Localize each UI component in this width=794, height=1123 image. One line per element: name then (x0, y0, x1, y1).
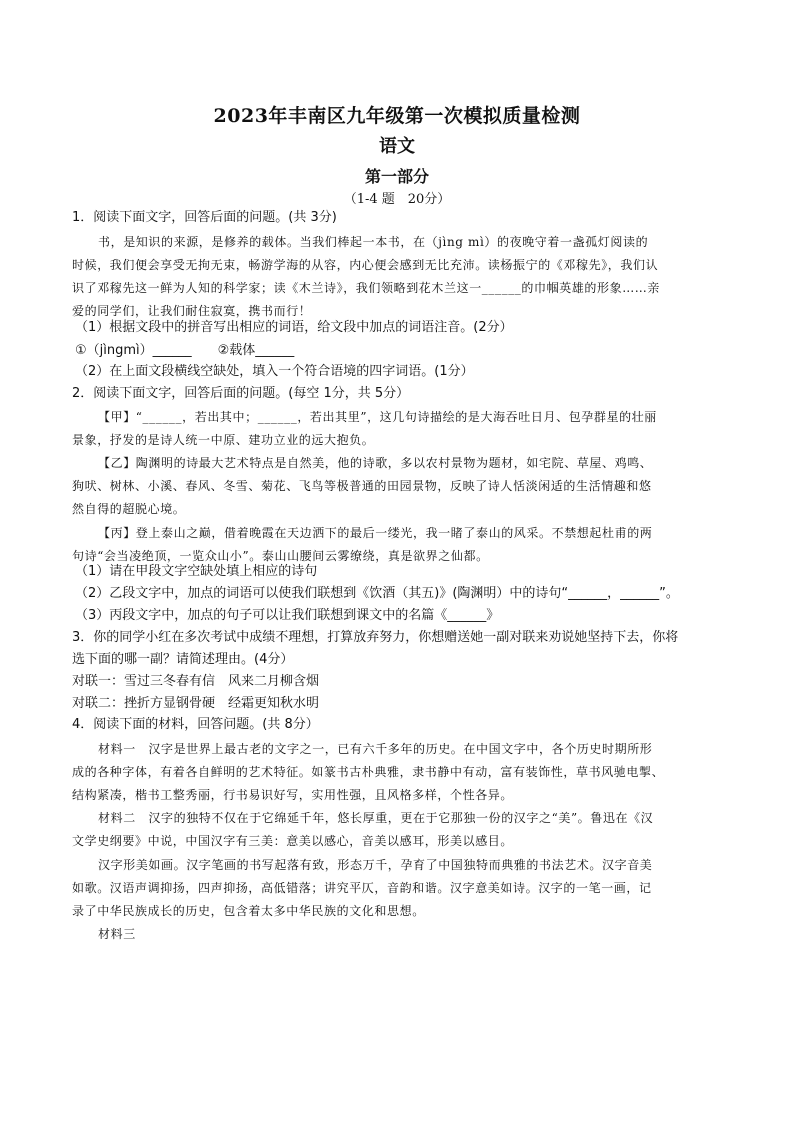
part-heading: 第一部分 (364, 167, 429, 186)
couplet-two: 对联二：挫折方显钢骨硬 经霜更知秋水明 (72, 696, 320, 711)
material-line: 成的各种字体，有着各自鲜明的艺术特征。如篆书古朴典雅，隶书静中有动，富有装饰性，草书风驰电掣、 (72, 765, 665, 779)
passage-line: 景象，抒发的是诗人统一中原、建功立业的远大抱负。 (72, 433, 375, 447)
question-3-heading: 3．你的同学小红在多次考试中成绩不理想，打算放弃努力，你想赠送她一副对联来劝说她坚持下去，你将 (72, 630, 679, 645)
subject-heading: 语文 (379, 136, 415, 157)
sub-question: （2）乙段文字中，加点的词语可以使我们联想到《饮酒（其五)》(陶渊明）中的诗句“______，______”。 (75, 586, 679, 601)
sub-question: （3）丙段文字中，加点的句子可以让我们联想到课文中的名篇《______》 (75, 608, 500, 623)
material-line: 材料二 汉字的独特不仅在于它绵延千年，悠长厚重，更在于它那独一份的汉字之“美”。鲁迅在《汉 (98, 811, 654, 825)
question-3-heading-cont: 选下面的哪一副？请简述理由。(4分） (72, 652, 294, 667)
question-2-heading: 2．阅读下面文字，回答后面的问题。(每空 1分，共 5分） (72, 386, 410, 401)
passage-line: 【甲】“______，若出其中；______，若出其里”，这几句诗描绘的是大海吞吐日月、包孕群星的壮丽 (98, 410, 657, 424)
exam-title: 2023年丰南区九年级第一次模拟质量检测 (213, 105, 581, 127)
material-line: 录了中华民族成长的历史，包含着太多中华民族的文化和思想。 (72, 904, 425, 918)
material-line: 材料一 汉字是世界上最古老的文字之一，已有六千多年的历史。在中国文字中，各个历史时期所形 (98, 742, 653, 756)
passage-line: 时候，我们便会享受无拘无束，畅游学海的从容，内心便会感到无比充沛。读杨振宁的《邓稼先》，我们认 (72, 258, 659, 272)
material-three-label: 材料三 (98, 927, 136, 941)
passage-line: 书，是知识的来源，是修养的载体。当我们棒起一本书，在（jìng mì）的夜晚守着一盏孤灯阅读的 (98, 235, 649, 249)
sub-question: （2）在上面文段横线空缺处，填入一个符合语境的四字词语。(1分） (75, 364, 474, 379)
passage-line: 【乙】陶渊明的诗最大艺术特点是自然美，他的诗歌，多以农村景物为题材，如宅院、草屋、鸡鸣、 (98, 456, 653, 470)
question-1-heading: 1．阅读下面文字，回答后面的问题。(共 3分) (72, 210, 337, 225)
question-4-heading: 4．阅读下面的材料，回答问题。(共 8分） (72, 717, 319, 732)
material-line: 汉字形美如画。汉字笔画的书写起落有致，形态万千，孕育了中国独特而典雅的书法艺术。汉字音美 (98, 858, 653, 872)
sub-question: （1）根据文段中的拼音写出相应的词语，给文段中加点的词语注音。(2分） (75, 320, 513, 335)
passage-line: 句诗“会当凌绝顶，一览众山小”。泰山山腰间云雾缭绕，真是欲界之仙都。 (72, 549, 489, 563)
sub-question-answer-blanks: ①（jìngmì）______ ②载体______ (75, 343, 295, 358)
material-line: 结构紧凑，楷书工整秀丽，行书易识好写，实用性强，且风格多样，个性各异。 (72, 788, 514, 802)
passage-line: 识了邓稼先这一鲜为人知的科学家；读《木兰诗》，我们领略到花木兰这一______的巾帼英雄的形象……亲 (72, 281, 661, 295)
passage-line: 爱的同学们，让我们耐住寂寞，携书而行！ (72, 304, 312, 318)
passage-line: 狗吠、树林、小溪、春风、冬雪、菊花、飞鸟等极普通的田园景物，反映了诗人恬淡闲适的生活情趣和悠 (72, 479, 652, 493)
passage-line: 【丙】登上泰山之巅，借着晚霞在天边洒下的最后一缕光，我一睹了泰山的风采。不禁想起杜甫的两 (98, 526, 653, 540)
material-line: 文学史纲要》中说，中国汉字有三美：意美以感心，音美以感耳，形美以感目。 (72, 834, 514, 848)
sub-question: （1）请在甲段文字空缺处填上相应的诗句 (75, 564, 318, 579)
passage-line: 然自得的超脱心境。 (72, 502, 186, 516)
couplet-one: 对联一：雪过三冬春有信 风来二月柳含烟 (72, 674, 320, 689)
material-line: 如歌。汉语声调抑扬，四声抑扬，高低错落；讲究平仄，音韵和谐。汉字意美如诗。汉字的一笔一画，记 (72, 881, 652, 895)
score-note: （1-4 题 20分） (343, 192, 451, 207)
